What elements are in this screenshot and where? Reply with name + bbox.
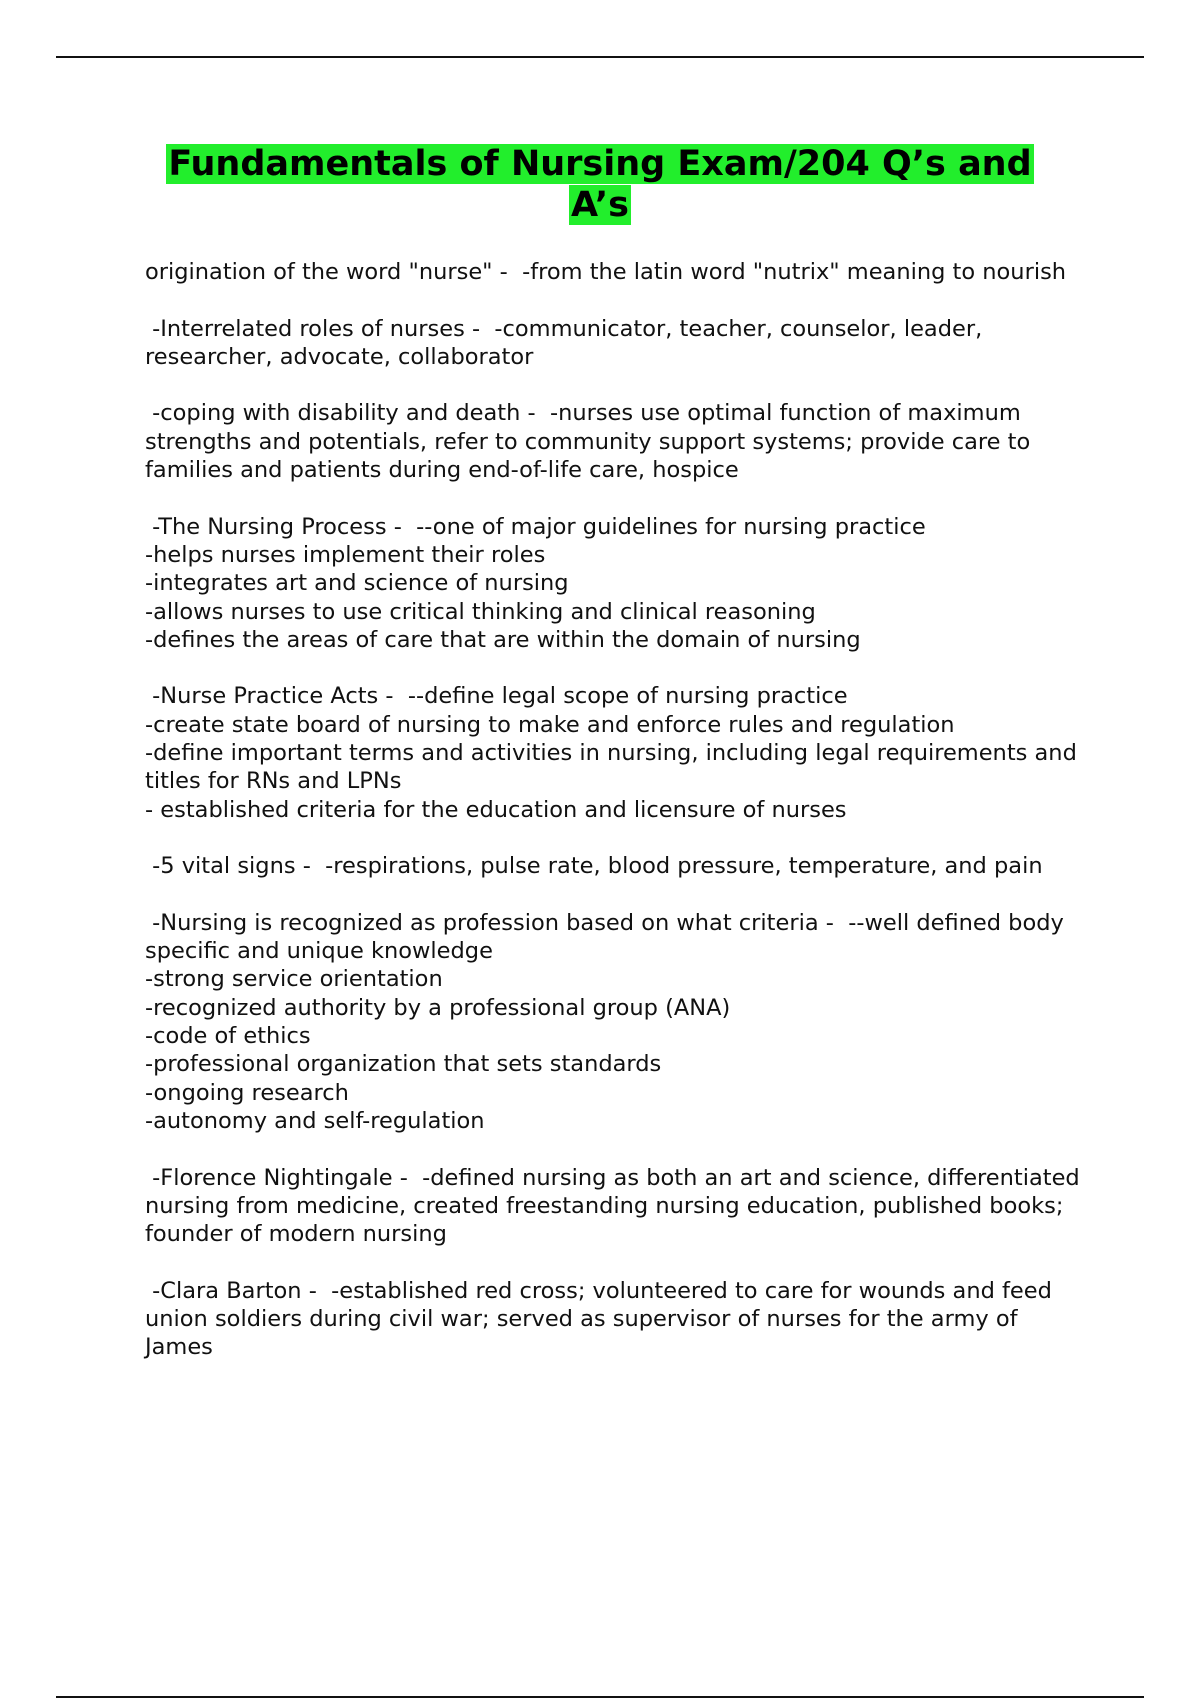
- qa-entry: [145, 315, 1090, 372]
- qa-entry-text: -5 vital signs - -respirations, pulse rate, blood pressure, temperature, and pain: [145, 853, 1043, 880]
- qa-entry-bullet: -integrates art and science of nursing: [145, 570, 569, 597]
- qa-entry-bullet: -defines the areas of care that are within the domain of nursing: [145, 626, 861, 653]
- qa-entry-bullet: -strong service orientation: [145, 966, 443, 993]
- qa-entry-bullet: -recognized authority by a professional group (ANA): [145, 994, 731, 1021]
- qa-entry-text: -Clara Barton - -established red cross; volunteered to care for wounds and feed union soldiers during civil war; served as supervisor of nurses for the army of James: [145, 1277, 1060, 1361]
- qa-entry-text: -Interrelated roles of nurses - -communicator, teacher, counselor, leader, researcher, advocate, collaborator: [145, 315, 990, 370]
- qa-entry-text: -Nurse Practice Acts - --define legal scope of nursing practice: [145, 683, 848, 710]
- top-rule: [56, 56, 1144, 58]
- qa-entry: [145, 1164, 1090, 1249]
- bottom-rule: [56, 1696, 1144, 1698]
- qa-entry: [145, 682, 1090, 823]
- qa-list: [145, 258, 1090, 1390]
- qa-entry: [145, 1277, 1090, 1362]
- qa-entry-bullet: -allows nurses to use critical thinking and clinical reasoning: [145, 598, 816, 625]
- qa-entry-text: -coping with disability and death - -nurses use optimal function of maximum strengths and potentials, refer to community support systems; provide care to families and patients during end-of-life care, hospice: [145, 400, 1038, 484]
- qa-entry-bullet: -create state board of nursing to make and enforce rules and regulation: [145, 711, 955, 738]
- qa-entry-bullet: -code of ethics: [145, 1023, 311, 1050]
- qa-entry-bullet: -helps nurses implement their roles: [145, 541, 546, 568]
- qa-entry-bullet: -define important terms and activities in nursing, including legal requirements and titles for RNs and LPNs: [145, 740, 1085, 795]
- qa-entry-text: origination of the word "nurse" - -from the latin word "nutrix" meaning to nourish: [145, 259, 1067, 285]
- qa-entry-text: -The Nursing Process - --one of major guidelines for nursing practice: [145, 513, 926, 540]
- qa-entry: [145, 909, 1090, 1135]
- document-title-block: [146, 144, 1054, 226]
- qa-entry-bullet: -ongoing research: [145, 1079, 349, 1106]
- qa-entry-bullet: -professional organization that sets standards: [145, 1051, 662, 1078]
- qa-entry: [145, 852, 1090, 880]
- qa-entry: [145, 513, 1090, 654]
- qa-entry-text: -Florence Nightingale - -defined nursing as both an art and science, differentiated nursing from medicine, created freestanding nursing education, published books; founder of modern nursing: [145, 1164, 1087, 1248]
- qa-entry: [145, 258, 1090, 286]
- qa-entry-text: -Nursing is recognized as profession based on what criteria - --well defined body specific and unique knowledge: [145, 909, 1071, 965]
- qa-entry: [145, 399, 1090, 484]
- qa-entry-bullet: -autonomy and self-regulation: [145, 1107, 485, 1134]
- qa-entry-bullet: - established criteria for the education and licensure of nurses: [145, 796, 847, 823]
- document-title: Fundamentals of Nursing Exam/204 Q’s and A’s: [168, 144, 1032, 225]
